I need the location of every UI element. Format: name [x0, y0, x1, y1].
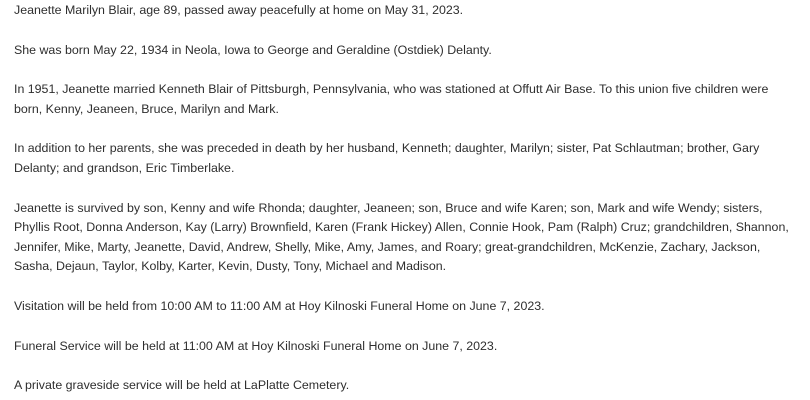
death-announcement-paragraph: Jeanette Marilyn Blair, age 89, passed away peacefully at home on May 31, 2023.: [14, 3, 464, 17]
birth-paragraph: She was born May 22, 1934 in Neola, Iowa to George and Geraldine (Ostdiek) Delanty.: [14, 42, 492, 57]
graveside-service-paragraph: A private graveside service will be held at LaPlatte Cemetery.: [14, 378, 350, 393]
survivors-paragraph: Jeanette is survived by son, Kenny and wife Rhonda; daughter, Jeaneen; son, Bruce and wife Karen; son, Mark and wife Wendy; sisters, Phyllis Root, Donna Anderson, Kay (Larry) Brownfield, Karen (Frank Hickey) Allen, Connie Hook, Pam (Ralph) Cruz; grandchildren, Shannon, Jennifer, Mike, Marty, Jeanette, David, Andrew, Shelly, Mike, Amy, James, and Roary; great-grandchildren, McKenzie, Zachary, Jackson, Sasha, Dejaun, Taylor, Kolby, Karter, Kevin, Dusty, Tony, Michael and Madison.: [14, 200, 789, 274]
visitation-paragraph: Visitation will be held from 10:00 AM to 11:00 AM at Hoy Kilnoski Funeral Home on June 7, 2023.: [14, 298, 545, 313]
funeral-service-paragraph: Funeral Service will be held at 11:00 AM at Hoy Kilnoski Funeral Home on June 7, 2023.: [14, 338, 498, 353]
marriage-paragraph: In 1951, Jeanette married Kenneth Blair of Pittsburgh, Pennsylvania, who was stationed at Offutt Air Base. To this union five children were born, Kenny, Jeaneen, Bruce, Marilyn and Mark.: [14, 82, 769, 116]
preceded-in-death-paragraph: In addition to her parents, she was preceded in death by her husband, Kenneth; daughter, Marilyn; sister, Pat Schlautman; brother, Gary Delanty; and grandson, Eric Timberlake.: [14, 141, 760, 175]
